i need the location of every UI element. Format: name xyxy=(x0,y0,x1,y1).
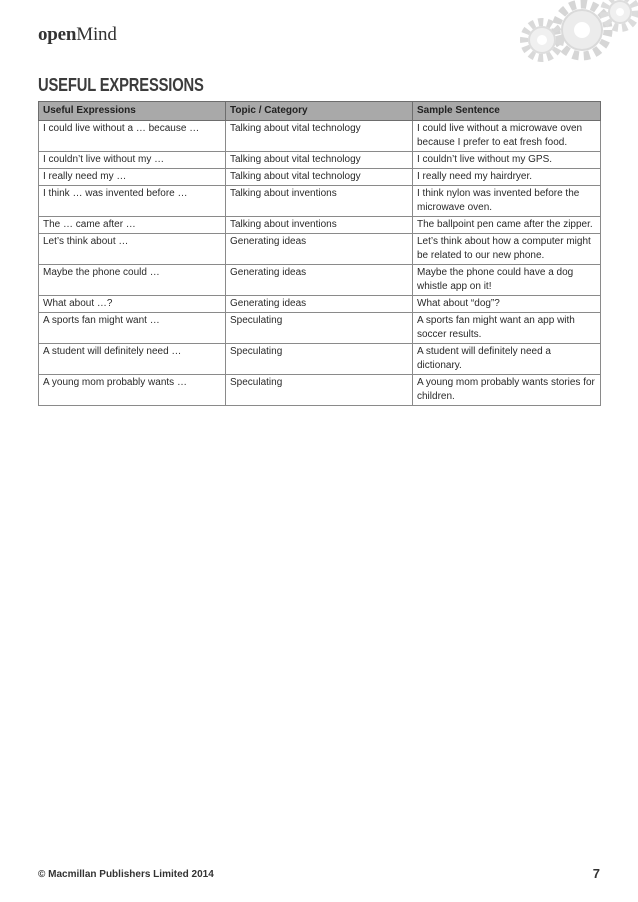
logo-open-text: open xyxy=(38,24,77,45)
section-title: USEFUL EXPRESSIONS xyxy=(38,75,204,95)
sample-sentence-cell: Let’s think about how a computer might be related to our new phone. xyxy=(413,234,601,265)
table-row xyxy=(39,169,601,186)
topic-cell: Generating ideas xyxy=(226,265,413,296)
expression-cell: What about …? xyxy=(39,296,226,313)
sample-sentence-cell: I think nylon was invented before the microwave oven. xyxy=(413,186,601,217)
topic-cell: Speculating xyxy=(226,375,413,406)
topic-cell: Talking about vital technology xyxy=(226,121,413,152)
topic-cell: Speculating xyxy=(226,344,413,375)
topic-cell: Speculating xyxy=(226,313,413,344)
expression-cell: I could live without a … because … xyxy=(39,121,226,152)
expression-cell: I really need my … xyxy=(39,169,226,186)
useful-expressions-table xyxy=(38,101,601,406)
table-row xyxy=(39,152,601,169)
table-row xyxy=(39,217,601,234)
topic-cell: Generating ideas xyxy=(226,296,413,313)
sample-sentence-cell: I could live without a microwave oven because I prefer to eat fresh food. xyxy=(413,121,601,152)
table-row xyxy=(39,296,601,313)
table-row xyxy=(39,234,601,265)
copyright-notice: © Macmillan Publishers Limited 2014 xyxy=(38,869,214,880)
gears-icon xyxy=(470,0,638,72)
sample-sentence-cell: A student will definitely need a dictionary. xyxy=(413,344,601,375)
expression-cell: I couldn’t live without my … xyxy=(39,152,226,169)
sample-sentence-cell: What about “dog”? xyxy=(413,296,601,313)
table-row xyxy=(39,121,601,152)
sample-sentence-cell: The ballpoint pen came after the zipper. xyxy=(413,217,601,234)
topic-cell: Talking about vital technology xyxy=(226,169,413,186)
sample-sentence-cell: A young mom probably wants stories for children. xyxy=(413,375,601,406)
column-header-topic-category: Topic / Category xyxy=(226,102,413,121)
sample-sentence-cell: I couldn’t live without my GPS. xyxy=(413,152,601,169)
topic-cell: Talking about inventions xyxy=(226,217,413,234)
table-row xyxy=(39,313,601,344)
table-row xyxy=(39,265,601,296)
table-row xyxy=(39,186,601,217)
sample-sentence-cell: A sports fan might want an app with soccer results. xyxy=(413,313,601,344)
expression-cell: A sports fan might want … xyxy=(39,313,226,344)
sample-sentence-cell: Maybe the phone could have a dog whistle app on it! xyxy=(413,265,601,296)
openmind-logo xyxy=(38,24,117,46)
table-row xyxy=(39,344,601,375)
expression-cell: I think … was invented before … xyxy=(39,186,226,217)
expression-cell: Maybe the phone could … xyxy=(39,265,226,296)
column-header-sample-sentence: Sample Sentence xyxy=(413,102,601,121)
expression-cell: Let’s think about … xyxy=(39,234,226,265)
page-number: 7 xyxy=(592,866,600,881)
logo-mind-text: Mind xyxy=(76,24,117,45)
topic-cell: Generating ideas xyxy=(226,234,413,265)
column-header-useful-expressions: Useful Expressions xyxy=(39,102,226,121)
table-row xyxy=(39,375,601,406)
topic-cell: Talking about inventions xyxy=(226,186,413,217)
table-header-row xyxy=(39,102,601,121)
expression-cell: The … came after … xyxy=(39,217,226,234)
topic-cell: Talking about vital technology xyxy=(226,152,413,169)
sample-sentence-cell: I really need my hairdryer. xyxy=(413,169,601,186)
expression-cell: A student will definitely need … xyxy=(39,344,226,375)
expression-cell: A young mom probably wants … xyxy=(39,375,226,406)
